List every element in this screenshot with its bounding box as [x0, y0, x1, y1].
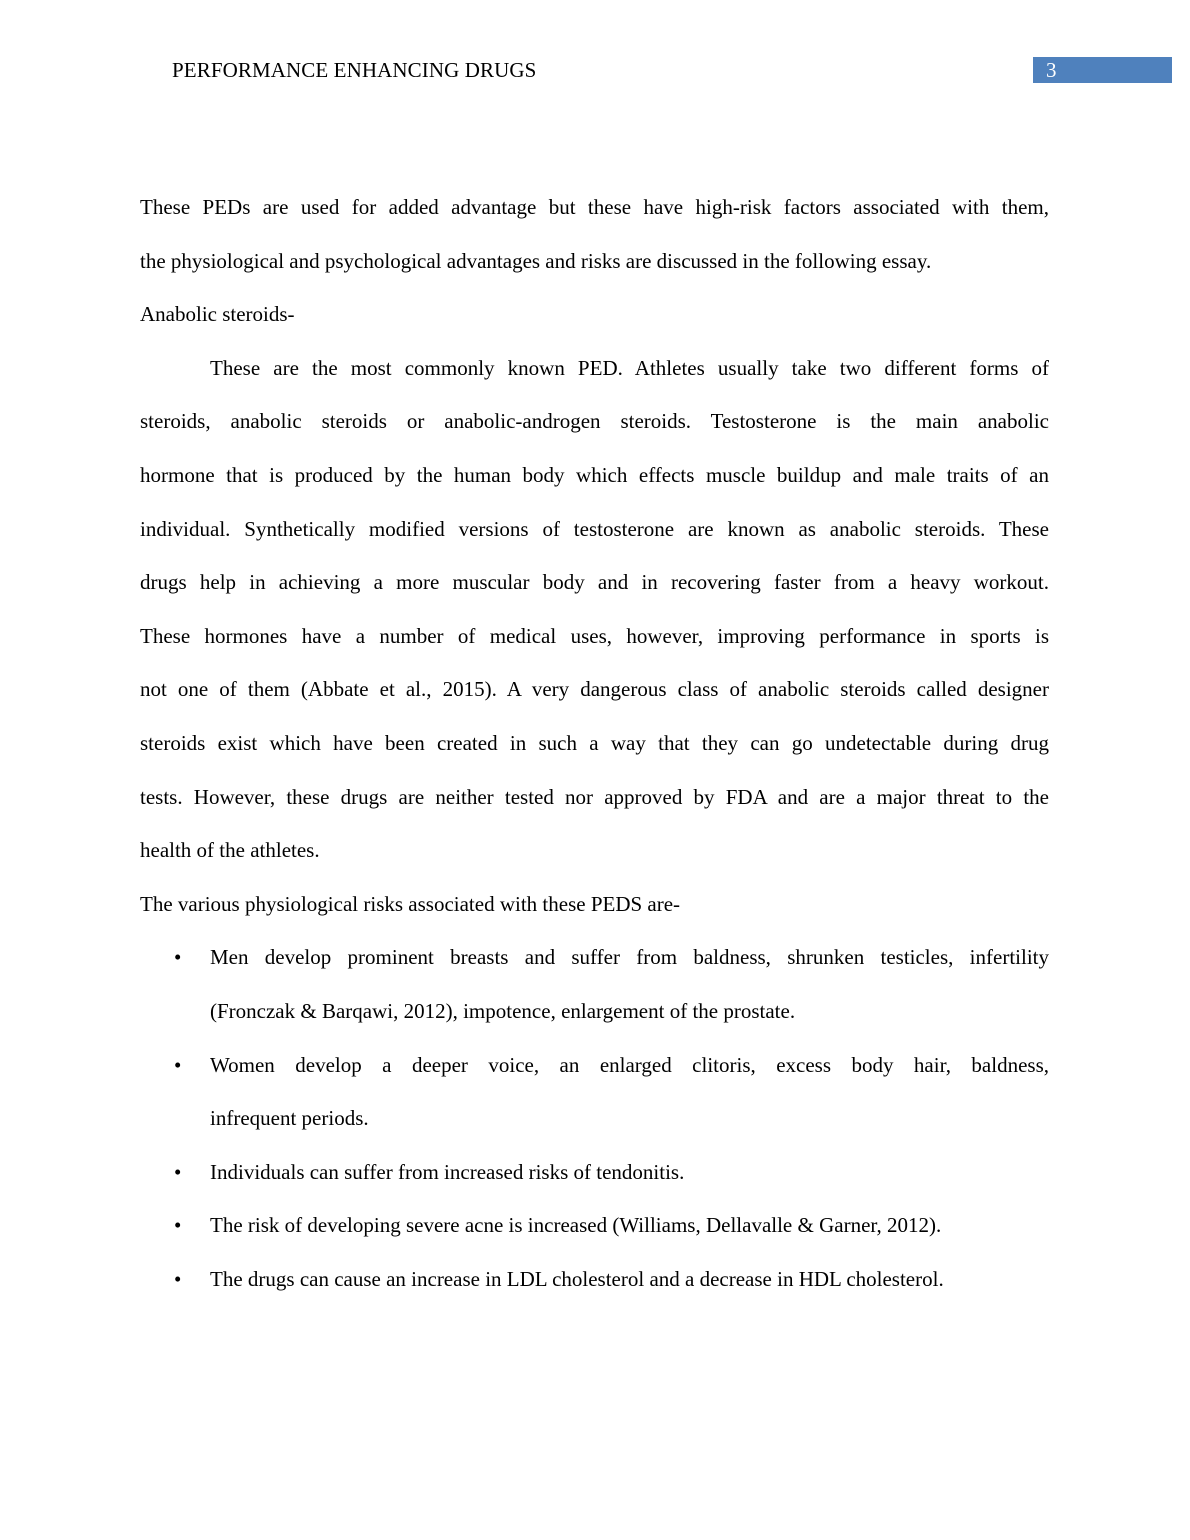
page-number: 3: [1046, 58, 1057, 82]
list-item: [140, 1199, 1049, 1253]
text-line: Men develop prominent breasts and suffer from baldness, shrunken testicles, infertility: [210, 945, 1049, 970]
running-head-title: PERFORMANCE ENHANCING DRUGS: [172, 58, 537, 82]
steroids-paragraph: [140, 342, 1049, 878]
list-item: [140, 1039, 1049, 1146]
section-heading: Anabolic steroids-: [140, 302, 295, 327]
text-line: not one of them (Abbate et al., 2015). A very dangerous class of anabolic steroids called designer: [140, 677, 1049, 702]
text-line: steroids, anabolic steroids or anabolic-androgen steroids. Testosterone is the main anabolic: [140, 409, 1049, 434]
list-item: [140, 1146, 1049, 1200]
text-line: tests. However, these drugs are neither tested nor approved by FDA and are a major threat to the: [140, 784, 1049, 809]
text-line: hormone that is produced by the human body which effects muscle buildup and male traits of an: [140, 462, 1049, 487]
intro-paragraph: [140, 181, 1049, 288]
text-line: Women develop a deeper voice, an enlarged clitoris, excess body hair, baldness,: [210, 1052, 1049, 1077]
text-line: health of the athletes.: [140, 838, 320, 863]
text-line: individual. Synthetically modified versions of testosterone are known as anabolic steroids. These: [140, 516, 1049, 541]
text-line: Individuals can suffer from increased risks of tendonitis.: [210, 1159, 685, 1184]
text-line: The risk of developing severe acne is increased (Williams, Dellavalle & Garner, 2012).: [210, 1213, 942, 1238]
text-line: steroids exist which have been created in such a way that they can go undetectable during drug: [140, 730, 1049, 755]
text-line: The drugs can cause an increase in LDL cholesterol and a decrease in HDL cholesterol.: [210, 1266, 944, 1291]
text-line: the physiological and psychological advantages and risks are discussed in the following essay.: [140, 248, 932, 273]
text-line: infrequent periods.: [210, 1106, 369, 1131]
risks-intro: The various physiological risks associated with these PEDS are-: [140, 891, 681, 916]
bullet-icon: •: [174, 1213, 182, 1238]
text-line: These PEDs are used for added advantage but these have high-risk factors associated with them,: [140, 195, 1049, 219]
document-body: [140, 181, 1049, 1306]
bullet-icon: •: [174, 945, 182, 970]
bullet-icon: •: [174, 1159, 182, 1184]
bullet-icon: •: [174, 1266, 182, 1291]
risks-list: [140, 931, 1049, 1306]
page-number-badge: [1033, 57, 1172, 83]
text-line: These hormones have a number of medical uses, however, improving performance in sports is: [140, 623, 1049, 648]
list-item: [140, 1253, 1049, 1307]
text-line: drugs help in achieving a more muscular body and in recovering faster from a heavy workout.: [140, 570, 1049, 595]
text-line: (Fronczak & Barqawi, 2012), impotence, enlargement of the prostate.: [210, 998, 796, 1023]
bullet-icon: •: [174, 1052, 182, 1077]
list-item: [140, 931, 1049, 1038]
text-line: These are the most commonly known PED. Athletes usually take two different forms of: [210, 355, 1049, 380]
